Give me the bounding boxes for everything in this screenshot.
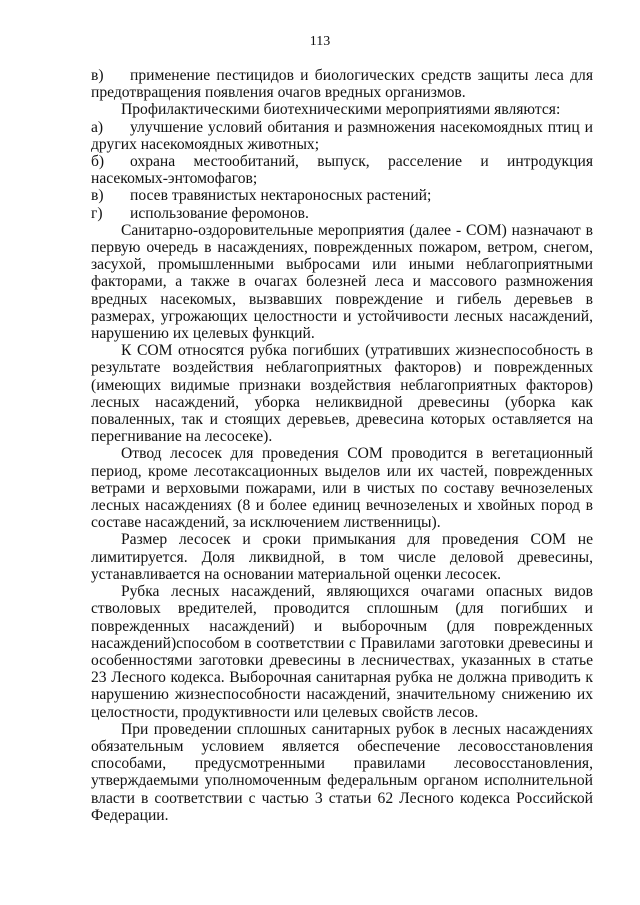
list-marker: в) [91, 67, 104, 84]
paragraph-som-definition: Санитарно-оздоровительные мероприятия (далее - СОМ) назначают в первую очередь в насаждениях, поврежденных пожаром, ветром, снегом, засухой, промышленными выбросами или иными неблагоприятными факторами, а также в очагах болезней леса и массового размножения вредных насекомых, вызвавших повреждение и гибель деревьев в размерах, угрожающих целостности и устойчивости лесных насаждений, нарушению их целевых функций. [91, 221, 593, 343]
paragraph-som-includes: К СОМ относятся рубка погибших (утративших жизнеспособность в результате воздействия неблагоприятных факторов) и поврежденных (имеющих видимые признаки воздействия неблагоприятных факторов) лесных насаждений, уборка неликвидной древесины (уборка как поваленных, так и стоящих деревьев, древесина которых оставляется на перегнивание на лесосеке). [91, 342, 593, 446]
list-item-v-nectar-plants [91, 187, 593, 204]
list-marker: б) [91, 153, 105, 171]
paragraph-reforestation: При проведении сплошных санитарных рубок в лесных насаждениях обязательным условием является обеспечение лесовосстановления способами, предусмотренными правилами лесовосстановления, утверждаемыми уполномоченным федеральным органом исполнительной власти в соответствии с частью 3 статьи 62 Лесного кодекса Российской Федерации. [91, 720, 593, 824]
list-item-a-birds [91, 119, 593, 153]
page-number: 113 [309, 34, 331, 49]
list-item-text: применение пестицидов и биологических средств защиты леса для предотвращения появления очагов вредных организмов. [91, 67, 593, 102]
list-item-text: посев травянистых нектароносных растений; [130, 187, 432, 205]
list-item-b-entomophages [91, 153, 593, 187]
list-marker: в) [91, 187, 104, 205]
list-marker: г) [91, 204, 103, 222]
document-body [91, 67, 593, 824]
list-marker: а) [91, 118, 104, 136]
list-item-text: улучшение условий обитания и размножения насекомоядных птиц и других насекомоядных животных; [91, 118, 593, 153]
paragraph-felling: Рубка лесных насаждений, являющихся очагами опасных видов стволовых вредителей, проводится сплошным (для погибших и поврежденных насаждений) и выборочным (для поврежденных насаждений)способом в соответствии с Правилами заготовки древесины и особенностями заготовки древесины в лесничествах, указанных в статье 23 Лесного кодекса. Выборочная санитарная рубка не должна приводить к нарушению жизнеспособности насаждений, значительному снижению их целостности, продуктивности или целевых свойств лесов. [91, 583, 593, 721]
list-item-v-pesticides [91, 67, 593, 101]
paragraph-lesosek-allotment: Отвод лесосек для проведения СОМ проводится в вегетационный период, кроме лесотаксационных выделов или их частей, поврежденных ветрами и верховыми пожарами, или в чистых по составу вечнозеленых лесных насаждениях (8 и более единиц вечнозеленых и хвойных пород в составе насаждений, за исключением лиственницы). [91, 445, 593, 532]
list-item-text: использование феромонов. [130, 204, 309, 222]
list-item-g-pheromones [91, 205, 593, 222]
list-item-text: охрана местообитаний, выпуск, расселение и интродукция насекомых-энтомофагов; [91, 153, 593, 188]
paragraph-lesosek-size: Размер лесосек и сроки примыкания для проведения СОМ не лимитируется. Доля ликвидной, в том числе деловой древесины, устанавливается на основании материальной оценки лесосек. [91, 531, 593, 583]
paragraph-biotech-measures: Профилактическими биотехническими мероприятиями являются: [121, 101, 561, 119]
